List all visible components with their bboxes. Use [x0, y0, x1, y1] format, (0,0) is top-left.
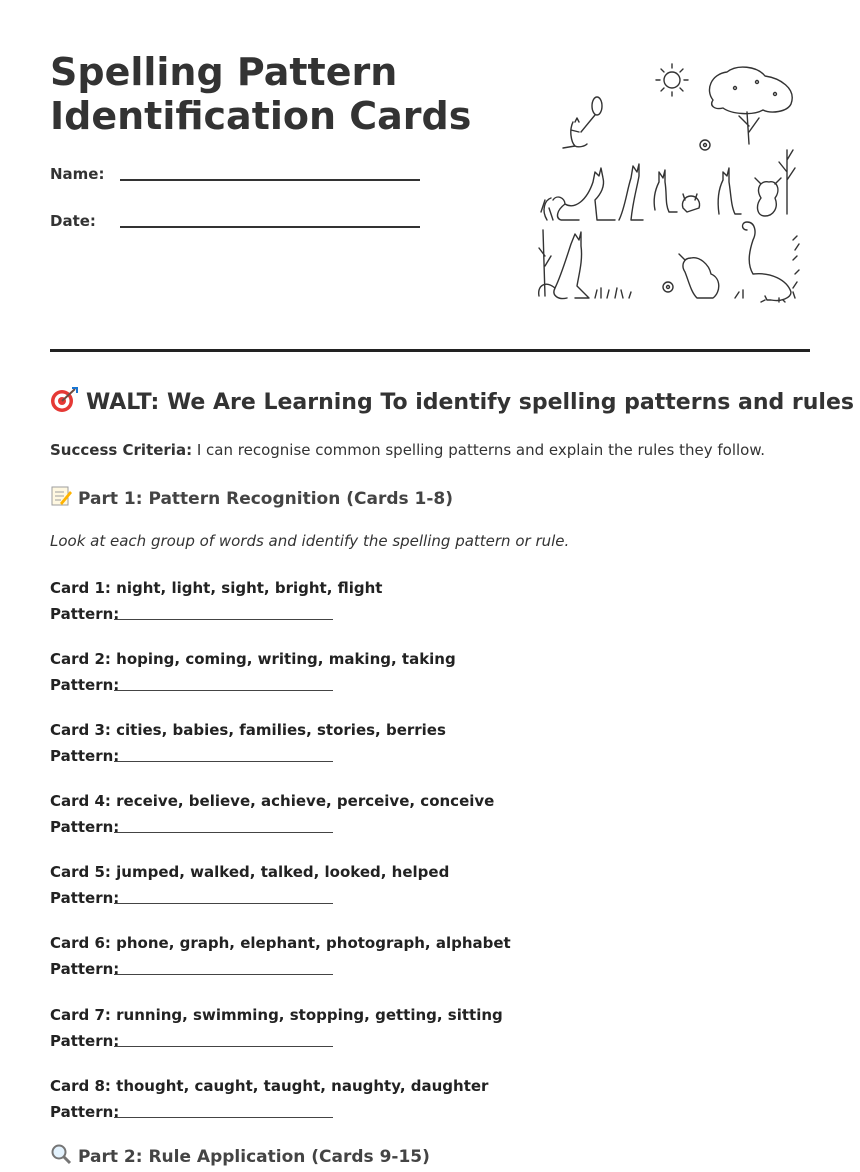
pattern-row[interactable] — [50, 956, 750, 982]
pattern-label: Pattern: — [50, 1103, 120, 1121]
card-words: Card 6: phone, graph, elephant, photograph, alphabet — [50, 934, 511, 952]
ball-icon — [663, 140, 710, 292]
pattern-label: Pattern: — [50, 676, 120, 694]
card-7 — [50, 1003, 750, 1054]
kangaroo-emu-icon — [539, 222, 799, 302]
kangaroo-row-icon — [541, 150, 795, 220]
card-words: Card 1: night, light, sight, bright, flight — [50, 579, 383, 597]
part1-instruction: Look at each group of words and identify the spelling pattern or rule. — [50, 532, 570, 550]
name-line[interactable] — [120, 179, 420, 181]
pattern-label: Pattern: — [50, 1032, 120, 1050]
part1-title: Part 1: Pattern Recognition (Cards 1-8) — [78, 489, 454, 509]
criteria-text: I can recognise common spelling patterns and explain the rules they follow. — [196, 441, 766, 459]
pattern-answer-line[interactable] — [114, 690, 333, 691]
australian-animals-illustration — [535, 60, 805, 310]
date-field[interactable] — [50, 212, 420, 236]
pattern-row[interactable] — [50, 1099, 750, 1125]
pattern-row[interactable] — [50, 885, 750, 911]
success-criteria — [50, 440, 810, 460]
pattern-answer-line[interactable] — [114, 903, 333, 904]
pattern-label: Pattern: — [50, 960, 120, 978]
card-2 — [50, 647, 750, 698]
part1-heading — [50, 485, 453, 514]
card-words: Card 5: jumped, walked, talked, looked, helped — [50, 863, 450, 881]
magnifier-icon — [50, 1143, 72, 1172]
pattern-label: Pattern: — [50, 889, 120, 907]
tree-icon — [709, 67, 792, 144]
part2-title: Part 2: Rule Application (Cards 9-15) — [78, 1147, 430, 1167]
target-icon — [50, 387, 78, 424]
page-title: Spelling Pattern Identification Cards — [50, 50, 472, 138]
part2-heading — [50, 1143, 430, 1172]
card-words: Card 7: running, swimming, stopping, getting, sitting — [50, 1006, 503, 1024]
pattern-answer-line[interactable] — [114, 761, 333, 762]
pattern-answer-line[interactable] — [114, 832, 333, 833]
pattern-label: Pattern: — [50, 605, 120, 623]
card-8 — [50, 1074, 750, 1125]
name-field[interactable] — [50, 165, 420, 189]
walt-heading — [50, 386, 854, 424]
header-divider — [50, 349, 810, 352]
card-words: Card 4: receive, believe, achieve, perceive, conceive — [50, 792, 495, 810]
pattern-row[interactable] — [50, 601, 750, 627]
pattern-row[interactable] — [50, 814, 750, 840]
card-4 — [50, 789, 750, 840]
name-label: Name: — [50, 165, 105, 183]
card-1 — [50, 576, 750, 627]
card-3 — [50, 718, 750, 769]
date-label: Date: — [50, 212, 96, 230]
criteria-label: Success Criteria: — [50, 441, 193, 459]
pattern-row[interactable] — [50, 1028, 750, 1054]
card-5 — [50, 860, 750, 911]
card-words: Card 3: cities, babies, families, stories, berries — [50, 721, 446, 739]
pattern-answer-line[interactable] — [114, 1117, 333, 1118]
card-words: Card 8: thought, caught, taught, naughty, daughter — [50, 1077, 489, 1095]
memo-icon — [50, 485, 72, 514]
pattern-answer-line[interactable] — [114, 619, 333, 620]
pattern-answer-line[interactable] — [114, 974, 333, 975]
card-6 — [50, 931, 750, 982]
pattern-answer-line[interactable] — [114, 1046, 333, 1047]
pattern-row[interactable] — [50, 672, 750, 698]
sun-icon — [656, 64, 688, 96]
kangaroo-balloon-icon — [563, 97, 602, 148]
pattern-label: Pattern: — [50, 747, 120, 765]
date-line[interactable] — [120, 226, 420, 228]
card-words: Card 2: hoping, coming, writing, making, taking — [50, 650, 456, 668]
pattern-label: Pattern: — [50, 818, 120, 836]
walt-text: WALT: We Are Learning To identify spelling patterns and rules — [86, 390, 854, 415]
pattern-row[interactable] — [50, 743, 750, 769]
